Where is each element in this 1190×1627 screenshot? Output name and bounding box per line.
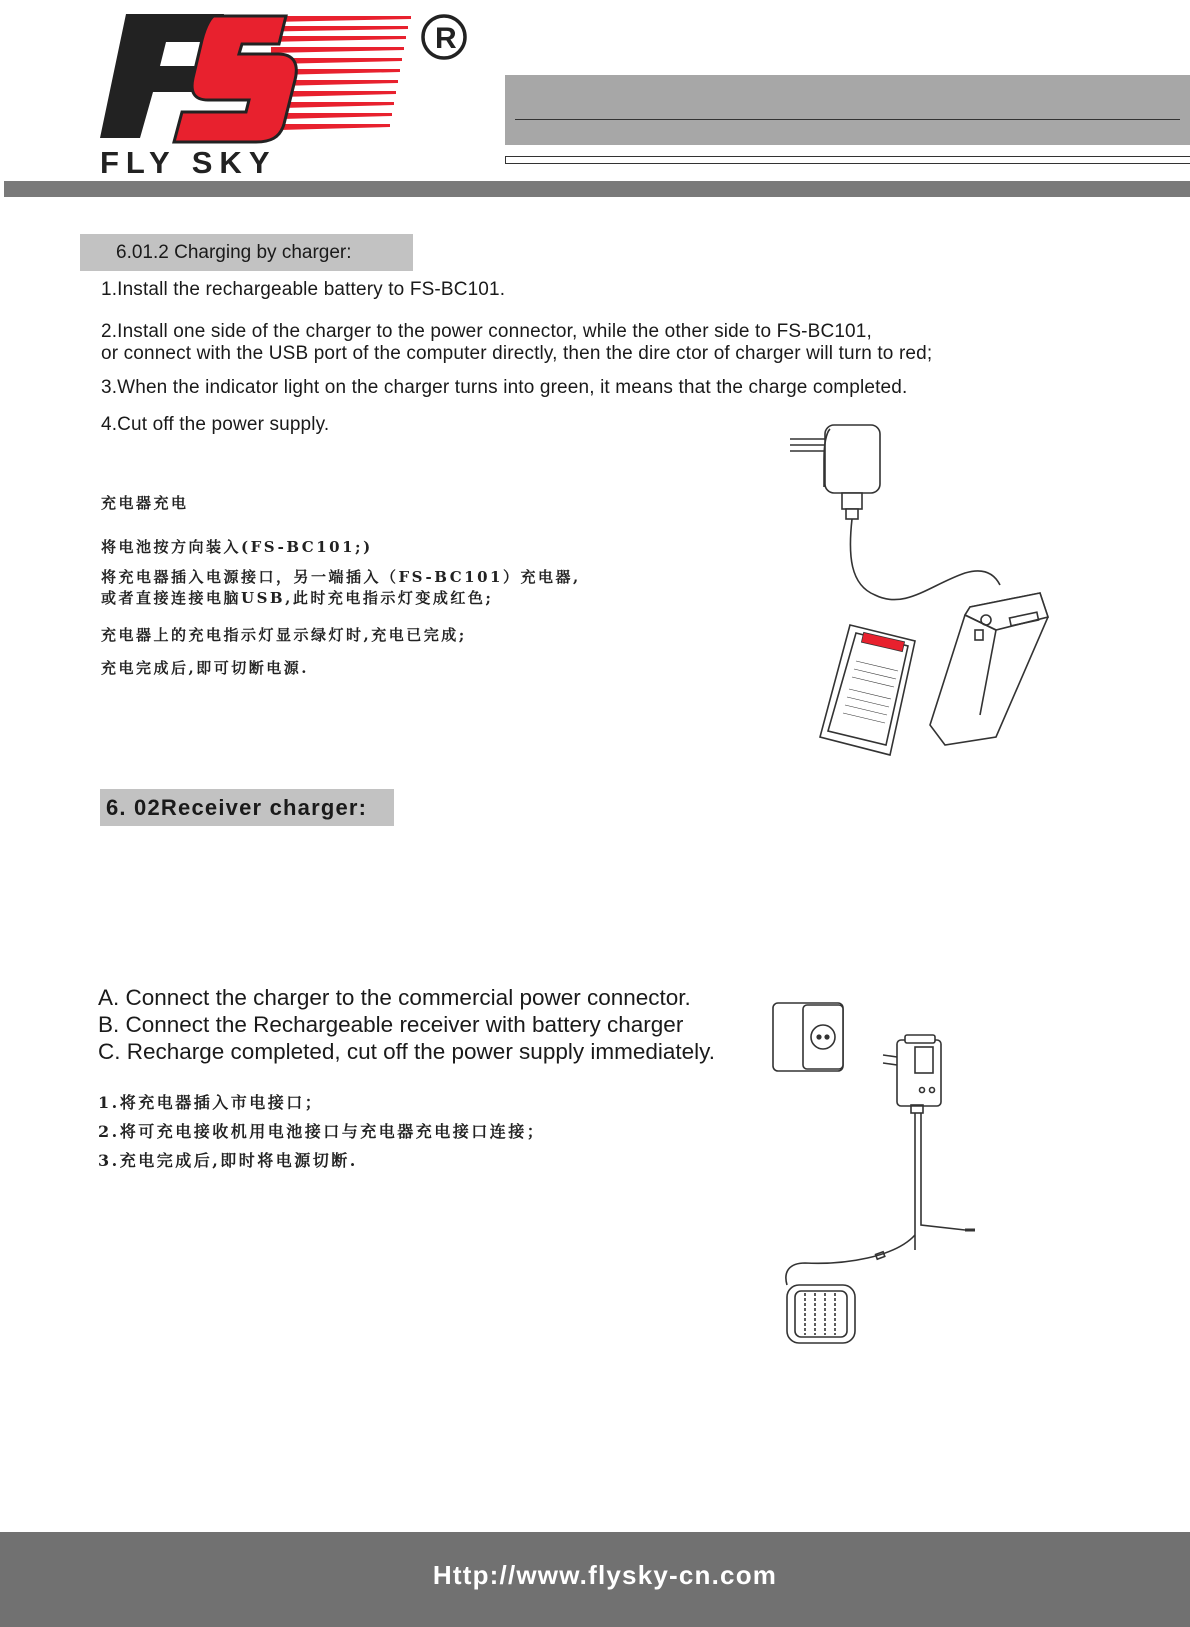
step-1-en: 1.Install the rechargeable battery to FS-BC101. xyxy=(101,279,506,300)
receiver-charger-icon xyxy=(883,1035,941,1113)
step-4-en: 4.Cut off the power supply. xyxy=(101,414,330,435)
section-title-charging-by-charger: 6.01.2 Charging by charger: xyxy=(80,234,413,271)
wall-socket-icon xyxy=(773,1003,843,1071)
fs-bc101-cradle-icon xyxy=(930,593,1048,745)
footer-url: Http://www.flysky-cn.com xyxy=(432,1560,778,1590)
charger-cable xyxy=(850,519,1000,600)
charger-battery-illustration xyxy=(790,415,1060,765)
step-b-en: B. Connect the Rechargeable receiver with battery charger xyxy=(98,1012,684,1037)
cn2-step-3: 3.充电完成后,即时将电源切断. xyxy=(98,1151,358,1170)
svg-text:R: R xyxy=(435,22,457,55)
receiver-charger-illustration xyxy=(765,995,985,1355)
logo-wordmark: FLY SKY xyxy=(100,145,277,175)
charger-cables xyxy=(915,1113,965,1250)
battery-pack-icon xyxy=(787,1285,855,1343)
cn-step-4: 充电完成后,即可切断电源. xyxy=(101,659,309,677)
cn-step-2: 将充电器插入电源接口，另一端插入（FS-BC101）充电器, xyxy=(101,568,581,586)
cn2-step-2: 2.将可充电接收机用电池接口与充电器充电接口连接； xyxy=(98,1122,546,1141)
cn-step-3: 充电器上的充电指示灯显示绿灯时,充电已完成; xyxy=(101,626,467,644)
cn2-step-1: 1.将充电器插入市电接口； xyxy=(98,1093,324,1112)
section-title-receiver-charger: 6. 02Receiver charger: xyxy=(100,789,394,826)
cn-step-2-cont: 或者直接连接电脑USB,此时充电指示灯变成红色; xyxy=(101,589,494,607)
flysky-logo xyxy=(96,10,476,175)
header-band-line xyxy=(515,119,1180,120)
step-c-en: C. Recharge completed, cut off the power supply immediately. xyxy=(98,1039,715,1064)
step-3-en: 3.When the indicator light on the charger turns into green, it means that the charge completed. xyxy=(101,377,908,398)
step-2-en: 2.Install one side of the charger to the power connector, while the other side to FS-BC101, xyxy=(101,321,872,342)
lipo-battery-icon xyxy=(820,625,915,755)
step-a-en: A. Connect the charger to the commercial power connector. xyxy=(98,985,691,1010)
cn-heading: 充电器充电 xyxy=(101,494,189,512)
header-rule xyxy=(4,181,1190,197)
header-band xyxy=(505,75,1190,145)
header-outline-bar xyxy=(505,156,1190,164)
cn-step-1: 将电池按方向装入(FS-BC101;) xyxy=(101,538,373,556)
step-2-en-cont: or connect with the USB port of the computer directly, then the dire ctor of charger will turn to red; xyxy=(101,343,933,364)
wall-adapter-icon xyxy=(790,425,880,519)
